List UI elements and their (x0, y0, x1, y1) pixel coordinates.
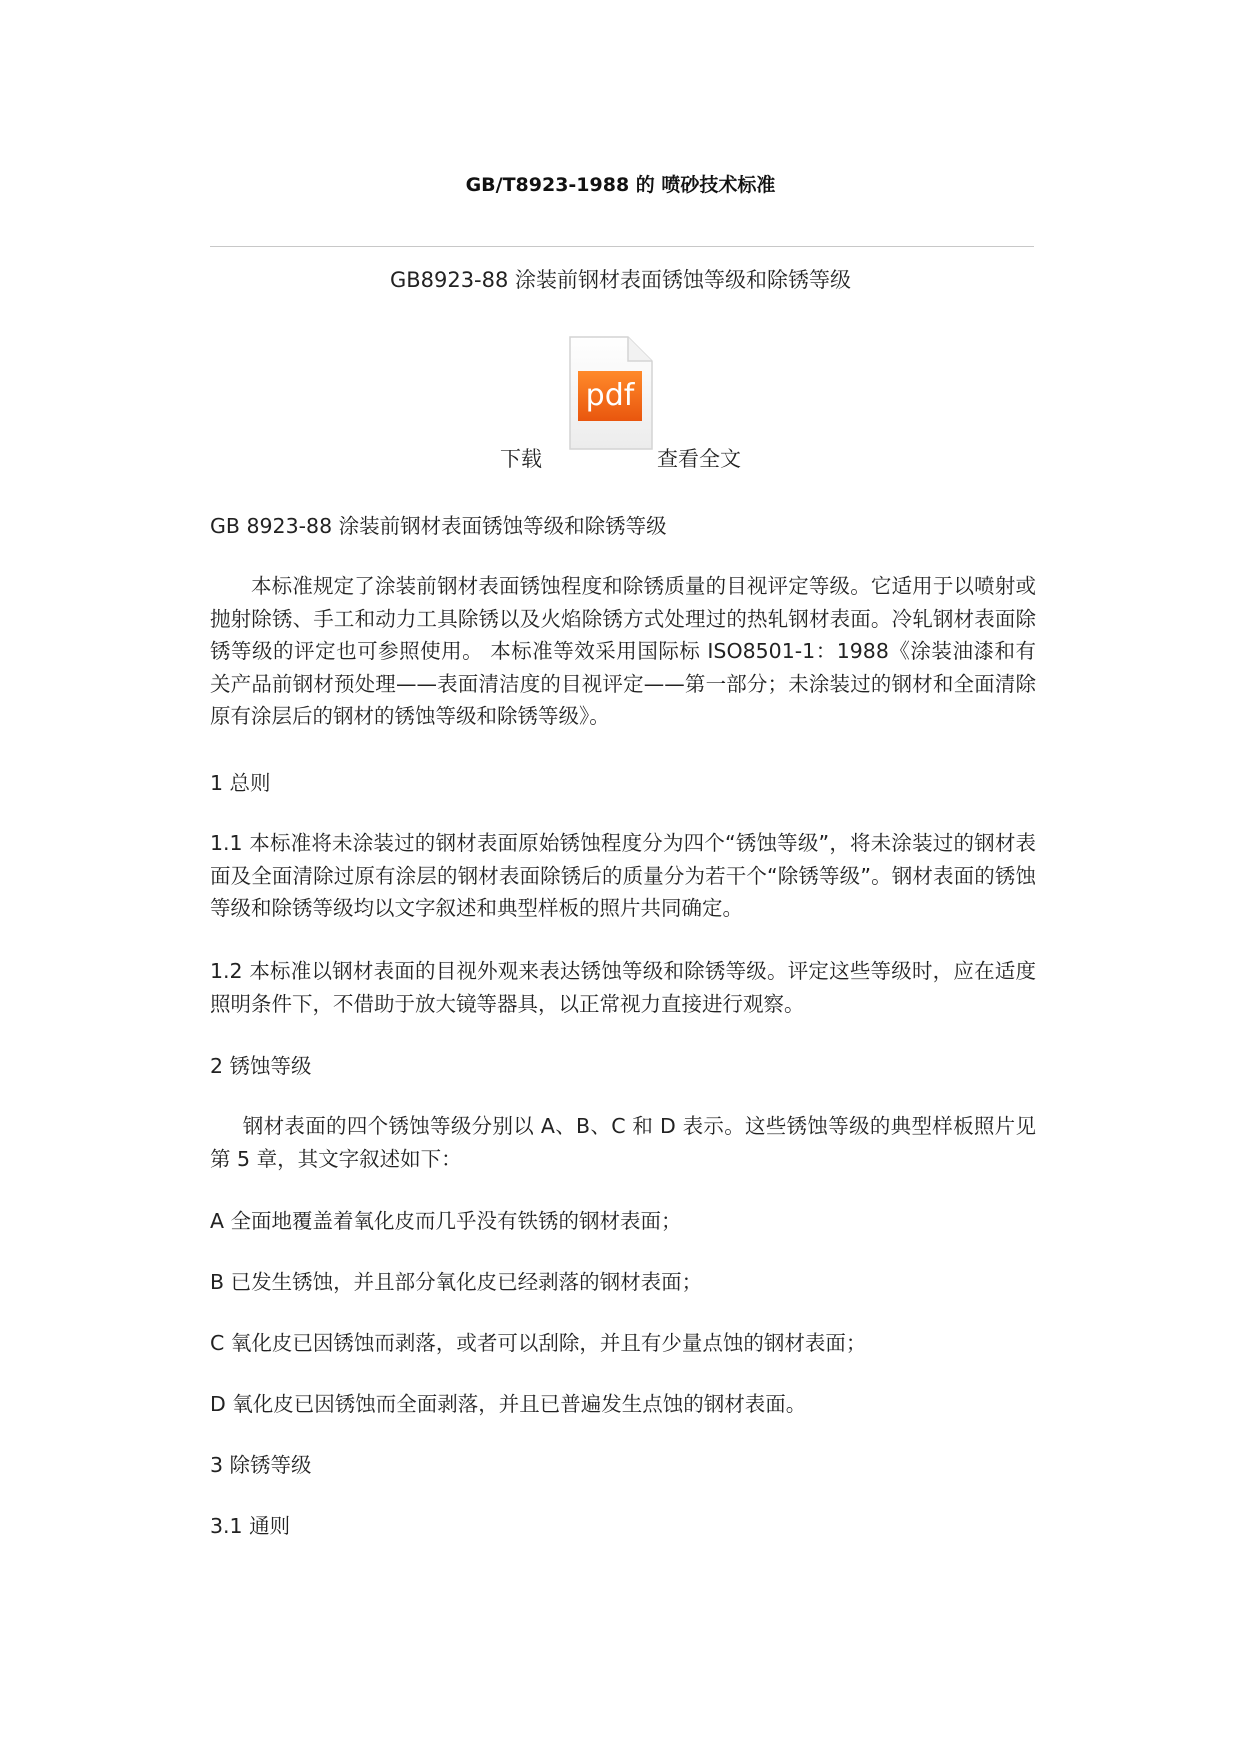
section-1-heading: 1 总则 (210, 771, 271, 795)
divider (210, 246, 1034, 247)
grade-a: A 全面地覆盖着氧化皮而几乎没有铁锈的钢材表面； (210, 1209, 682, 1233)
grade-c: C 氧化皮已因锈蚀而剥落，或者可以刮除，并且有少量点蚀的钢材表面； (210, 1331, 867, 1355)
section-2-heading: 2 锈蚀等级 (210, 1054, 312, 1078)
page-title: GB/T8923-1988 的 喷砂技术标准 (465, 174, 776, 196)
document-subtitle: GB8923-88 涂装前钢材表面锈蚀等级和除锈等级 (389, 268, 852, 292)
clause-3-1: 3.1 通则 (210, 1514, 291, 1538)
pdf-icon-text: pdf (585, 378, 635, 413)
grade-b: B 已发生锈蚀，并且部分氧化皮已经剥落的钢材表面； (210, 1270, 703, 1294)
clause-1-2: 1.2 本标准以钢材表面的目视外观来表达锈蚀等级和除锈等级。评定这些等级时，应在适度照明条件下，不借助于放大镜等器具，以正常视力直接进行观察。 (210, 959, 1036, 1016)
pdf-download-link[interactable] (0, 335, 1241, 475)
intro-paragraph: 本标准规定了涂装前钢材表面锈蚀程度和除锈质量的目视评定等级。它适用于以喷射或抛射除锈、手工和动力工具除锈以及火焰除锈方式处理过的热轧钢材表面。冷轧钢材表面除锈等级的评定也可参照使用。 本标准等效采用国际标 ISO8501-1：1988《涂装油漆和有关产品前钢材预处理——表面清洁度的目视评定——第一部分；未涂装过的钢材和全面清除原有涂层后的钢材的锈蚀等级和除锈等级》。 (210, 574, 1036, 728)
clause-1-1: 1.1 本标准将未涂装过的钢材表面原始锈蚀程度分为四个“锈蚀等级”，将未涂装过的钢材表面及全面清除过原有涂层的钢材表面除锈后的质量分为若干个“除锈等级”。钢材表面的锈蚀等级和除锈等级均以文字叙述和典型样板的照片共同确定。 (210, 831, 1036, 920)
section-3-heading: 3 除锈等级 (210, 1453, 312, 1477)
view-full-text-label[interactable]: 查看全文 (657, 447, 741, 471)
pdf-file-icon[interactable] (566, 335, 656, 453)
grade-d: D 氧化皮已因锈蚀而全面剥落，并且已普遍发生点蚀的钢材表面。 (210, 1392, 807, 1416)
download-label[interactable]: 下载 (500, 447, 542, 471)
section-2-intro: 钢材表面的四个锈蚀等级分别以 A、B、C 和 D 表示。这些锈蚀等级的典型样板照片见第 5 章，其文字叙述如下： (210, 1114, 1036, 1171)
section-heading: GB 8923-88 涂装前钢材表面锈蚀等级和除锈等级 (210, 514, 667, 538)
